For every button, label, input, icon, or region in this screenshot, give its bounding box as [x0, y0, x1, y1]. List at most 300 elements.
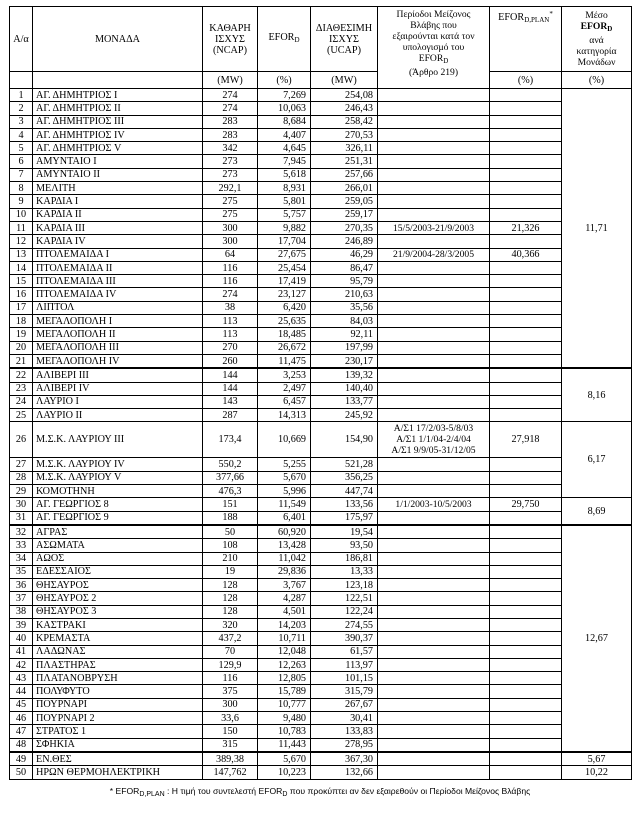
- category-avg-efor: 8,69: [562, 498, 632, 525]
- period-value: [378, 288, 490, 301]
- period-efor-sub: D: [443, 57, 449, 65]
- period-value: [378, 605, 490, 618]
- efor-value: 4,287: [258, 592, 311, 605]
- efor-value: 4,501: [258, 605, 311, 618]
- plan-value: [490, 672, 562, 685]
- row-number: 5: [10, 142, 33, 155]
- table-row: [10, 752, 632, 766]
- period-efor-label: EFOR: [418, 53, 444, 64]
- row-number: 36: [10, 579, 33, 592]
- period-value: [378, 511, 490, 525]
- ncap-value: 173,4: [203, 422, 258, 458]
- ucap-value: 210,63: [311, 288, 378, 301]
- efor-value: 5,801: [258, 195, 311, 208]
- plan-value: [490, 409, 562, 422]
- unit-name: ΠΛΑΣΤΗΡΑΣ: [33, 658, 203, 671]
- row-number: 11: [10, 221, 33, 234]
- ucap-value: 447,74: [311, 485, 378, 498]
- ncap-value: 260: [203, 354, 258, 368]
- footnote-sub: D,PLAN: [139, 790, 165, 798]
- unit-name: ΑΓ. ΔΗΜΗΤΡΙΟΣ ΙΙΙ: [33, 115, 203, 128]
- ucap-value: 197,99: [311, 341, 378, 354]
- unit-name: ΜΕΓΑΛΟΠΟΛΗ ΙΙ: [33, 328, 203, 341]
- period-value: [378, 645, 490, 658]
- efor-value: 5,757: [258, 208, 311, 221]
- efor-value: 8,684: [258, 115, 311, 128]
- period-value: [378, 354, 490, 368]
- plan-value: [490, 142, 562, 155]
- efor-value: 10,223: [258, 766, 311, 779]
- table-row: [10, 698, 632, 711]
- ucap-line-3: (UCAP): [327, 44, 361, 56]
- efor-document: [9, 6, 631, 798]
- period-value: [378, 565, 490, 578]
- period-value: [378, 552, 490, 565]
- unit-name: ΚΑΡΔΙΑ Ι: [33, 195, 203, 208]
- ncap-value: 113: [203, 315, 258, 328]
- col-header-ncap: [203, 7, 258, 72]
- ncap-value: 287: [203, 409, 258, 422]
- row-number: 25: [10, 409, 33, 422]
- unit-name: Μ.Σ.Κ. ΛΑΥΡΙΟΥ IV: [33, 458, 203, 471]
- unit-name: ΚΡΕΜΑΣΤΑ: [33, 632, 203, 645]
- efor-value: 25,454: [258, 261, 311, 274]
- plan-value: [490, 168, 562, 181]
- table-row: [10, 89, 632, 102]
- efor-value: 5,996: [258, 485, 311, 498]
- unit-name: Μ.Σ.Κ. ΛΑΥΡΙΟΥ ΙΙΙ: [33, 422, 203, 458]
- plan-value: [490, 315, 562, 328]
- ucap-value: 30,41: [311, 712, 378, 725]
- unit-name: ΠΤΟΛΕΜΑΙΔΑ ΙΙ: [33, 261, 203, 274]
- row-number: 1: [10, 89, 33, 102]
- ucap-value: 245,92: [311, 409, 378, 422]
- ucap-value: 46,29: [311, 248, 378, 261]
- row-number: 46: [10, 712, 33, 725]
- unit-name: ΑΛΙΒΕΡΙ IV: [33, 382, 203, 395]
- table-row: [10, 485, 632, 498]
- table-row: [10, 471, 632, 484]
- plan-value: [490, 458, 562, 471]
- row-number: 3: [10, 115, 33, 128]
- unit-plan: (%): [490, 72, 562, 89]
- row-number: 13: [10, 248, 33, 261]
- footnote: [9, 786, 631, 798]
- period-value: [378, 128, 490, 141]
- unit-name: ΜΕΓΑΛΟΠΟΛΗ IV: [33, 354, 203, 368]
- efor-value: 6,401: [258, 511, 311, 525]
- row-number: 37: [10, 592, 33, 605]
- ncap-value: 274: [203, 89, 258, 102]
- table-row: [10, 221, 632, 234]
- ucap-value: 175,97: [311, 511, 378, 525]
- ncap-line-3: (NCAP): [213, 44, 247, 56]
- period-value: [378, 458, 490, 471]
- period-efor: [380, 53, 487, 67]
- period-value: [378, 672, 490, 685]
- unit-name: ΘΗΣΑΥΡΟΣ 2: [33, 592, 203, 605]
- row-number: 23: [10, 382, 33, 395]
- unit-name: ΑΩΟΣ: [33, 552, 203, 565]
- table-row: [10, 288, 632, 301]
- ucap-value: 92,11: [311, 328, 378, 341]
- unit-name: ΗΡΩΝ ΘΕΡΜΟΗΛΕΚΤΡΙΚΗ: [33, 766, 203, 779]
- table-row: [10, 565, 632, 578]
- avg-line-1: Μέσο: [585, 10, 608, 21]
- table-row: [10, 645, 632, 658]
- plan-value: [490, 552, 562, 565]
- plan-value: [490, 592, 562, 605]
- row-number: 24: [10, 395, 33, 408]
- efor-value: 8,931: [258, 182, 311, 195]
- ncap-value: 129,9: [203, 658, 258, 671]
- row-number: 6: [10, 155, 33, 168]
- row-number: 47: [10, 725, 33, 738]
- ucap-value: 257,66: [311, 168, 378, 181]
- efor-value: 9,480: [258, 712, 311, 725]
- unit-name: ΚΑΡΔΙΑ ΙΙ: [33, 208, 203, 221]
- ncap-value: 143: [203, 395, 258, 408]
- unit-name: ΑΜΥΝΤΑΙΟ Ι: [33, 155, 203, 168]
- ncap-value: 300: [203, 221, 258, 234]
- table-row: [10, 368, 632, 382]
- unit-name: ΑΓ. ΔΗΜΗΤΡΙΟΣ V: [33, 142, 203, 155]
- table-body: [10, 89, 632, 780]
- efor-value: 2,497: [258, 382, 311, 395]
- period-value: [378, 328, 490, 341]
- plan-value: [490, 766, 562, 779]
- unit-name: ΘΗΣΑΥΡΟΣ 3: [33, 605, 203, 618]
- unit-name: Μ.Σ.Κ. ΛΑΥΡΙΟΥ V: [33, 471, 203, 484]
- plan-value: [490, 685, 562, 698]
- ucap-value: 267,67: [311, 698, 378, 711]
- unit-name: ΑΓ. ΓΕΩΡΓΙΟΣ 9: [33, 511, 203, 525]
- table-row: [10, 208, 632, 221]
- efor-value: 6,420: [258, 301, 311, 314]
- row-number: 10: [10, 208, 33, 221]
- ncap-value: 116: [203, 672, 258, 685]
- ucap-value: 246,89: [311, 235, 378, 248]
- footnote-sub2: D: [282, 790, 288, 798]
- plan-value: [490, 632, 562, 645]
- unit-avg: (%): [562, 72, 632, 89]
- ncap-value: 116: [203, 261, 258, 274]
- plan-value: [490, 738, 562, 752]
- table-row: [10, 168, 632, 181]
- col-header-avg: [562, 7, 632, 72]
- plan-value: [490, 725, 562, 738]
- period-value: [378, 115, 490, 128]
- ucap-value: 246,43: [311, 102, 378, 115]
- table-row: [10, 738, 632, 752]
- table-row: [10, 672, 632, 685]
- ucap-value: 93,50: [311, 539, 378, 552]
- row-number: 7: [10, 168, 33, 181]
- table-row: [10, 328, 632, 341]
- plan-value: 29,750: [490, 498, 562, 511]
- unit-efor: (%): [258, 72, 311, 89]
- table-row: [10, 511, 632, 525]
- efor-value: 25,635: [258, 315, 311, 328]
- ucap-value: 254,08: [311, 89, 378, 102]
- ucap-value: 86,47: [311, 261, 378, 274]
- category-avg-efor: 6,17: [562, 422, 632, 498]
- unit-name: ΠΟΛΥΦΥΤΟ: [33, 685, 203, 698]
- ucap-value: 230,17: [311, 354, 378, 368]
- ncap-value: 320: [203, 618, 258, 631]
- table-row: [10, 409, 632, 422]
- period-line: Α/Σ1 17/2/03-5/8/03: [393, 423, 474, 435]
- ucap-value: 113,97: [311, 658, 378, 671]
- plan-value: [490, 752, 562, 766]
- efor-value: 5,255: [258, 458, 311, 471]
- plan-value: [490, 288, 562, 301]
- ucap-value: 251,31: [311, 155, 378, 168]
- ncap-value: 273: [203, 155, 258, 168]
- period-value: [378, 275, 490, 288]
- period-value: [378, 698, 490, 711]
- plan-value: [490, 301, 562, 314]
- plan-value: [490, 471, 562, 484]
- efor-value: 15,789: [258, 685, 311, 698]
- efor-value: 5,670: [258, 752, 311, 766]
- row-number: 39: [10, 618, 33, 631]
- unit-name: ΣΦΗΚΙΑ: [33, 738, 203, 752]
- unit-name: ΛΑΔΩΝΑΣ: [33, 645, 203, 658]
- efor-value: 7,269: [258, 89, 311, 102]
- plan-value: [490, 539, 562, 552]
- avg-line-3: κατηγορία: [576, 46, 617, 57]
- row-number: 12: [10, 235, 33, 248]
- table-row: [10, 632, 632, 645]
- period-value: [378, 195, 490, 208]
- efor-value: 60,920: [258, 525, 311, 539]
- plan-value: [490, 155, 562, 168]
- row-number: 40: [10, 632, 33, 645]
- period-line: Α/Σ1 1/1/04-2/4/04: [396, 434, 471, 446]
- row-number: 31: [10, 511, 33, 525]
- row-number: 22: [10, 368, 33, 382]
- efor-table: [9, 6, 632, 780]
- row-number: 49: [10, 752, 33, 766]
- period-line-4: υπολογισμό του: [402, 42, 465, 53]
- avg-line-4: Μονάδων: [577, 57, 616, 68]
- period-line-2: Βλάβης που: [410, 20, 457, 31]
- unit-name: ΑΓΡΑΣ: [33, 525, 203, 539]
- ucap-value: 61,57: [311, 645, 378, 658]
- efor-value: 26,672: [258, 341, 311, 354]
- avg-efor: [564, 21, 629, 35]
- row-number: 20: [10, 341, 33, 354]
- table-row: [10, 235, 632, 248]
- efor-value: 27,675: [258, 248, 311, 261]
- table-row: [10, 315, 632, 328]
- plan-value: [490, 565, 562, 578]
- ucap-value: 35,56: [311, 301, 378, 314]
- efor-value: 3,767: [258, 579, 311, 592]
- ucap-value: 123,18: [311, 579, 378, 592]
- period-value: [378, 341, 490, 354]
- table-row: [10, 382, 632, 395]
- period-value: [378, 738, 490, 752]
- unit-name: ΚΟΜΟΤΗΝΗ: [33, 485, 203, 498]
- efor-value: 9,882: [258, 221, 311, 234]
- category-avg-efor: 11,71: [562, 89, 632, 369]
- efor-value: 17,704: [258, 235, 311, 248]
- efor-sub: D: [294, 36, 300, 44]
- table-row: [10, 712, 632, 725]
- ncap-value: 210: [203, 552, 258, 565]
- row-number: 50: [10, 766, 33, 779]
- ncap-line-1: ΚΑΘΑΡΗ: [209, 22, 251, 34]
- period-value: [378, 182, 490, 195]
- period-value: [378, 685, 490, 698]
- unit-name: ΑΓ. ΔΗΜΗΤΡΙΟΣ Ι: [33, 89, 203, 102]
- row-number: 19: [10, 328, 33, 341]
- plan-value: [490, 235, 562, 248]
- ucap-value: 13,33: [311, 565, 378, 578]
- col-header-plan: [490, 7, 562, 72]
- row-number: 42: [10, 658, 33, 671]
- period-value: [378, 471, 490, 484]
- ncap-value: 19: [203, 565, 258, 578]
- table-header: [10, 7, 632, 89]
- table-row: [10, 128, 632, 141]
- unit-name: ΑΓ. ΔΗΜΗΤΡΙΟΣ ΙΙ: [33, 102, 203, 115]
- category-avg-efor: 5,67: [562, 752, 632, 766]
- ucap-value: 258,42: [311, 115, 378, 128]
- plan-value: [490, 485, 562, 498]
- unit-name: ΕΔΕΣΣΑΙΟΣ: [33, 565, 203, 578]
- period-line-1: Περίοδοι Μείζονος: [396, 9, 471, 20]
- ncap-value: 315: [203, 738, 258, 752]
- unit-name: ΘΗΣΑΥΡΟΣ: [33, 579, 203, 592]
- period-value: [378, 422, 490, 458]
- row-number: 44: [10, 685, 33, 698]
- row-number: 45: [10, 698, 33, 711]
- unit-name: ΕΝ.ΘΕΣ: [33, 752, 203, 766]
- efor-value: 17,419: [258, 275, 311, 288]
- plan-value: [490, 382, 562, 395]
- plan-value: [490, 368, 562, 382]
- ucap-value: 19,54: [311, 525, 378, 539]
- ncap-value: 144: [203, 382, 258, 395]
- ncap-value: 108: [203, 539, 258, 552]
- table-row: [10, 539, 632, 552]
- ucap-value: 326,11: [311, 142, 378, 155]
- ucap-value: 266,01: [311, 182, 378, 195]
- period-value: [378, 382, 490, 395]
- ncap-value: 283: [203, 115, 258, 128]
- col-header-unit: ΜΟΝΑΔΑ: [33, 7, 203, 72]
- efor-value: 6,457: [258, 395, 311, 408]
- ncap-value: 437,2: [203, 632, 258, 645]
- unit-name: ΜΕΛΙΤΗ: [33, 182, 203, 195]
- efor-value: 4,407: [258, 128, 311, 141]
- ucap-line-2: ΙΣΧΥΣ: [329, 33, 359, 45]
- ucap-value: 139,32: [311, 368, 378, 382]
- avg-efor-sub: D: [607, 25, 613, 33]
- table-row: [10, 182, 632, 195]
- ncap-value: 151: [203, 498, 258, 511]
- table-row: [10, 115, 632, 128]
- ncap-line-2: ΙΣΧΥΣ: [215, 33, 245, 45]
- footnote-star: * EFOR: [109, 785, 140, 796]
- period-value: [378, 485, 490, 498]
- plan-value: [490, 115, 562, 128]
- ncap-value: 389,38: [203, 752, 258, 766]
- unit-name: ΑΣΩΜΑΤΑ: [33, 539, 203, 552]
- row-number: 32: [10, 525, 33, 539]
- period-value: [378, 155, 490, 168]
- ncap-value: 144: [203, 368, 258, 382]
- table-row: [10, 155, 632, 168]
- ncap-value: 150: [203, 725, 258, 738]
- table-row: [10, 142, 632, 155]
- plan-value: [490, 102, 562, 115]
- unit-name: ΠΟΥΡΝΑΡΙ 2: [33, 712, 203, 725]
- table-row: [10, 725, 632, 738]
- period-line: Α/Σ1 9/9/05-31/12/05: [391, 445, 476, 457]
- ncap-value: 274: [203, 102, 258, 115]
- ucap-value: 278,95: [311, 738, 378, 752]
- ncap-value: 300: [203, 235, 258, 248]
- ncap-value: 113: [203, 328, 258, 341]
- ucap-value: 270,53: [311, 128, 378, 141]
- efor-value: 10,669: [258, 422, 311, 458]
- ucap-value: 140,40: [311, 382, 378, 395]
- efor-value: 10,777: [258, 698, 311, 711]
- ncap-value: 273: [203, 168, 258, 181]
- table-row: [10, 498, 632, 511]
- efor-value: 5,670: [258, 471, 311, 484]
- ucap-value: 315,79: [311, 685, 378, 698]
- plan-value: [490, 328, 562, 341]
- plan-value: [490, 645, 562, 658]
- footnote-text2: που προκύπτει αν δεν εξαιρεθούν οι Περίοδοι Μείζονος Βλάβης: [287, 785, 531, 796]
- plan-value: [490, 605, 562, 618]
- row-number: 38: [10, 605, 33, 618]
- row-number: 28: [10, 471, 33, 484]
- efor-value: 10,063: [258, 102, 311, 115]
- period-value: [378, 579, 490, 592]
- unit-name: ΚΑΡΔΙΑ ΙΙΙ: [33, 221, 203, 234]
- avg-line-2: ανά: [589, 35, 604, 46]
- unit-empty-name: [33, 72, 203, 89]
- period-value: [378, 725, 490, 738]
- period-value: [378, 261, 490, 274]
- table-row: [10, 248, 632, 261]
- row-number: 9: [10, 195, 33, 208]
- plan-value: [490, 208, 562, 221]
- efor-value: 12,048: [258, 645, 311, 658]
- unit-name: ΠΤΟΛΕΜΑΙΔΑ IV: [33, 288, 203, 301]
- period-value: [378, 208, 490, 221]
- plan-value: [490, 618, 562, 631]
- row-number: 14: [10, 261, 33, 274]
- ncap-value: 300: [203, 698, 258, 711]
- ncap-value: 128: [203, 592, 258, 605]
- unit-name: ΛΑΥΡΙΟ Ι: [33, 395, 203, 408]
- ucap-value: 259,17: [311, 208, 378, 221]
- table-row: [10, 605, 632, 618]
- col-header-aa: Α/α: [10, 7, 33, 72]
- ncap-value: 128: [203, 579, 258, 592]
- efor-value: 10,783: [258, 725, 311, 738]
- table-row: [10, 301, 632, 314]
- period-value: [378, 235, 490, 248]
- table-row: [10, 102, 632, 115]
